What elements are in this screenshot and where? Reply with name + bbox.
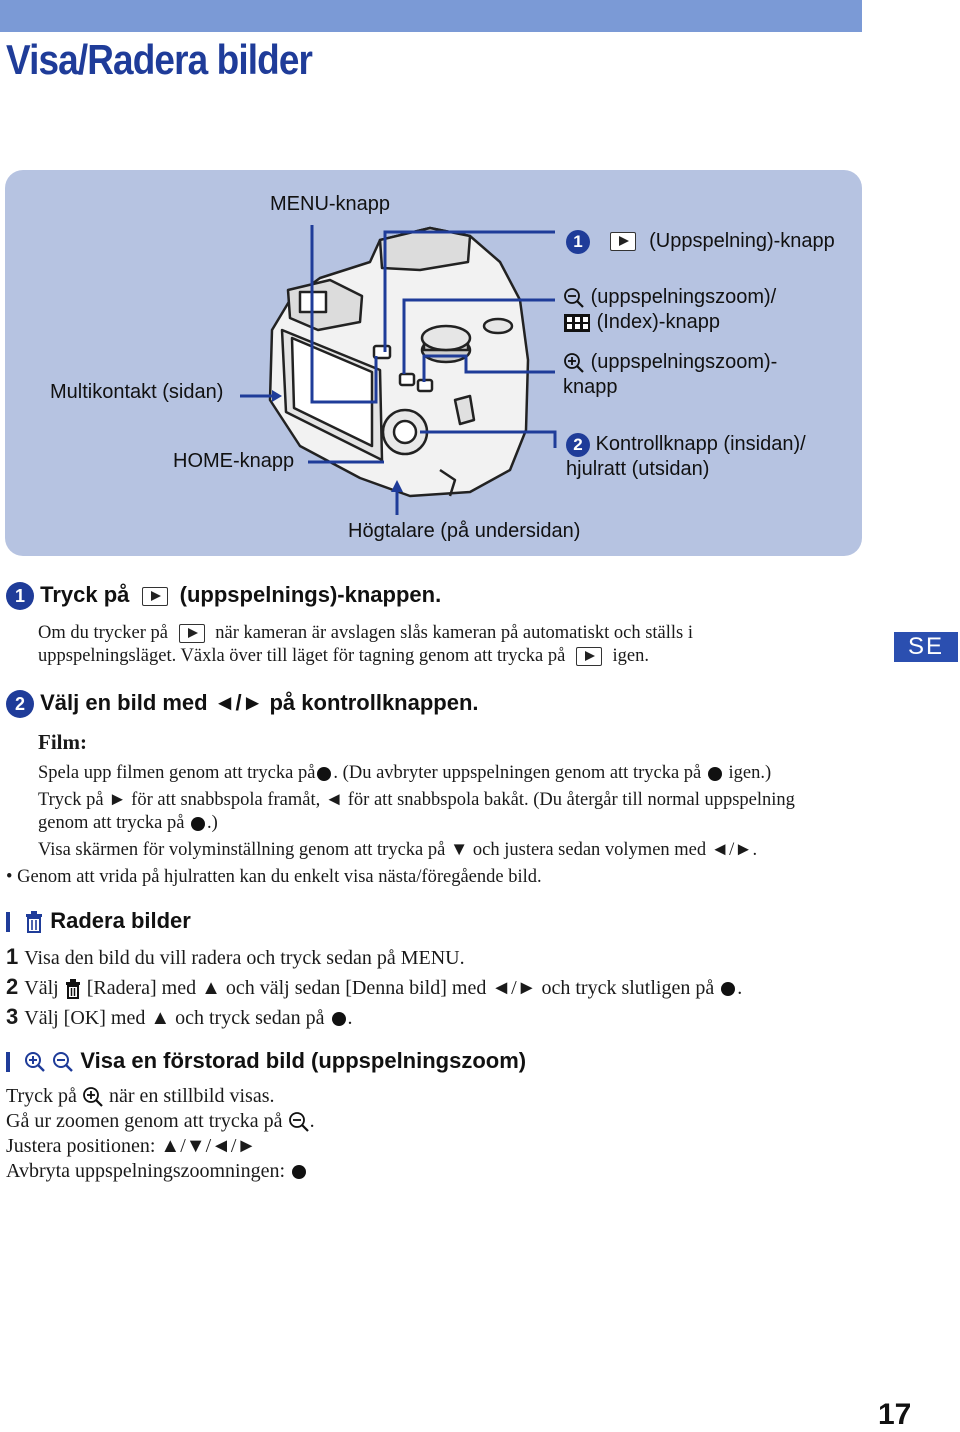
step1-number: 1	[6, 582, 34, 610]
zoom-line1-a: Tryck på	[6, 1085, 77, 1107]
zoom-in-icon	[82, 1086, 104, 1108]
index-icon	[563, 313, 591, 333]
play-button-label: (Uppspelning)-knapp	[649, 230, 835, 252]
menu-button-label: MENU-knapp	[270, 193, 391, 215]
zoom-section-title: Visa en förstorad bild (uppspelningszoom)	[80, 1048, 527, 1073]
step1-line2-b: igen.	[612, 646, 650, 666]
zoom-out-icon	[52, 1051, 74, 1073]
delete-step-1: 1 Visa den bild du vill radera och tryck sedan på MENU.	[6, 944, 465, 969]
center-button-icon	[332, 1012, 346, 1026]
trash-icon	[64, 979, 82, 999]
step1-line2-a: uppspelningsläget. Växla över till läget för tagning genom att trycka på	[38, 646, 566, 666]
play-icon	[179, 624, 205, 643]
camera-diagram	[0, 0, 960, 560]
camera-illustration	[270, 228, 528, 496]
delete-section-heading	[6, 908, 191, 934]
control-label-2: hjulratt (utsidan)	[566, 458, 710, 480]
center-button-icon	[292, 1165, 306, 1179]
step2-line4: Visa skärmen för volyminställning genom att trycka på ▼ och justera sedan volymen med ◄/►.	[38, 840, 758, 860]
step1-heading-a: Tryck på	[40, 582, 130, 607]
step1-heading	[6, 582, 441, 610]
zoom-out-callout	[563, 285, 776, 335]
delete-step-2: 2 Välj [Radera] med ▲ och välj sedan [Denna bild] med ◄/► och tryck slutligen på .	[6, 974, 743, 999]
zoom-text: Tryck på när en stillbild visas. Gå ur zoomen genom att trycka på . Justera positionen: ▲/▼/◄/► Avbryta uppspelningszoomningen:	[6, 1085, 315, 1182]
step1-text	[38, 622, 693, 668]
film-label: Film:	[38, 730, 87, 754]
control-button-callout	[566, 432, 806, 482]
zoom-in-callout	[563, 350, 777, 400]
play-icon	[576, 647, 602, 666]
zoom-line2-a: Gå ur zoomen genom att trycka på	[6, 1110, 283, 1132]
play-button-callout	[566, 229, 835, 254]
language-tab: SE	[894, 632, 958, 662]
delete-steps	[6, 944, 742, 1031]
zoom-line1-b: när en stillbild visas.	[108, 1085, 275, 1107]
multikontakt-label: Multikontakt (sidan)	[50, 381, 224, 403]
callout-number-1: 1	[566, 230, 590, 254]
step2-line1-a: Spela upp filmen genom att trycka på	[38, 763, 316, 783]
step2-line3-b: .)	[207, 813, 218, 833]
step2-heading-text: Välj en bild med ◄/► på kontrollknappen.	[40, 690, 479, 715]
zoom-in-label-1: (uppspelningszoom)-	[590, 351, 778, 373]
zoom-section-heading	[6, 1048, 526, 1074]
step2-line1-b: . (Du avbryter uppspelningen genom att trycka på	[333, 763, 702, 783]
center-button-icon	[708, 767, 722, 781]
play-icon	[142, 587, 168, 606]
zoom-line4: Avbryta uppspelningszoomningen:	[6, 1160, 286, 1182]
zoom-out-label-1: (uppspelningszoom)/	[590, 286, 777, 308]
trash-icon	[24, 911, 44, 933]
step2-line1-c: igen.)	[728, 763, 772, 783]
play-icon	[610, 232, 636, 251]
zoom-in-icon	[24, 1051, 46, 1073]
center-button-icon	[191, 817, 205, 831]
zoom-out-label-2: (Index)-knapp	[596, 311, 720, 333]
step2-text	[38, 762, 795, 866]
callout-number-2: 2	[566, 433, 590, 457]
home-button-label: HOME-knapp	[173, 450, 295, 472]
center-button-icon	[317, 767, 331, 781]
step1-heading-b: (uppspelnings)-knappen.	[179, 582, 442, 607]
step1-line1-b: när kameran är avslagen slås kameran på automatiskt och ställs i	[215, 623, 693, 643]
step2-line3-a: genom att trycka på	[38, 813, 185, 833]
step2-tip: • Genom att vrida på hjulratten kan du enkelt visa nästa/föregående bild.	[6, 867, 542, 887]
center-button-icon	[721, 982, 735, 996]
step2-heading	[6, 690, 479, 718]
zoom-out-icon	[288, 1111, 310, 1133]
zoom-out-icon	[563, 287, 585, 309]
step2-line2: Tryck på ► för att snabbspola framåt, ◄ för att snabbspola bakåt. (Du återgår till normal uppspelning	[38, 790, 795, 810]
section-marker	[6, 1052, 10, 1072]
page-title: Visa/Radera bilder	[6, 36, 313, 83]
step1-line1-a: Om du trycker på	[38, 623, 168, 643]
delete-section-title: Radera bilder	[50, 908, 191, 933]
section-marker	[6, 912, 10, 932]
delete-step-3: 3 Välj [OK] med ▲ och tryck sedan på .	[6, 1004, 353, 1029]
page-number: 17	[878, 1398, 912, 1431]
speaker-label: Högtalare (på undersidan)	[348, 520, 581, 542]
zoom-in-icon	[563, 352, 585, 374]
zoom-line3: Justera positionen: ▲/▼/◄/►	[6, 1135, 257, 1157]
step2-number: 2	[6, 690, 34, 718]
control-label-1: Kontrollknapp (insidan)/	[595, 433, 806, 455]
zoom-in-label-2: knapp	[563, 376, 618, 398]
